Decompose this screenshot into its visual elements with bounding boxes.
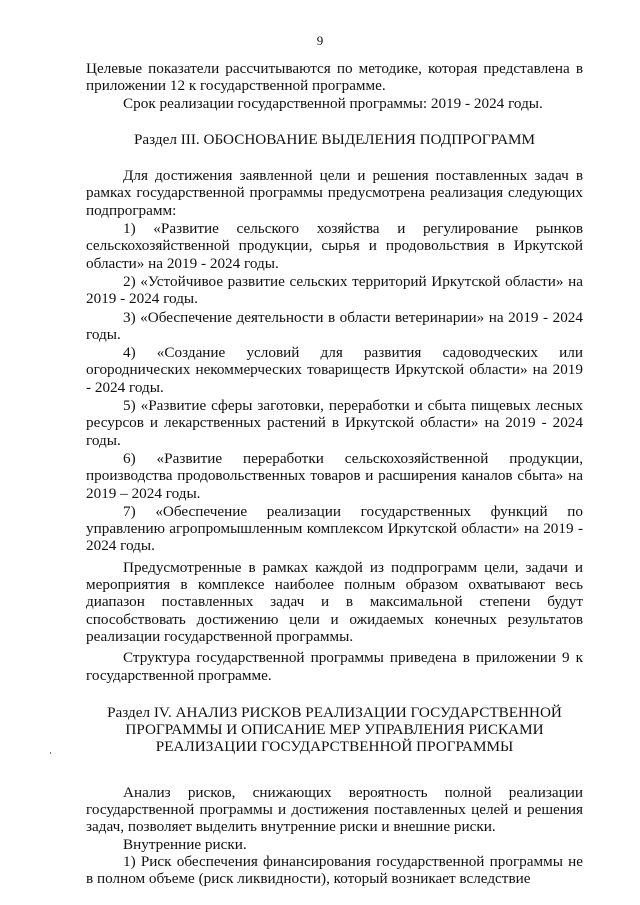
page-number: 9 — [316, 33, 324, 48]
section-3-intro: Для достижения заявленной цели и решения поставленных задач в рамках государственной программы предусмотрена реализация следующих подпрограмм: — [86, 167, 583, 219]
paragraph-program-structure: Структура государственной программы приведена в приложении 9 к государственной программе. — [86, 649, 583, 684]
subprogram-item-1: 1) «Развитие сельского хозяйства и регулирование рынков сельскохозяйственной продукции, сырья и продовольствия в Иркутской области» на 2019 - 2024 годы. — [86, 220, 583, 272]
risk-item-1: 1) Риск обеспечения финансирования государственной программы не в полном объеме (риск ликвидности), который возникает вследствие — [86, 852, 583, 888]
paragraph-program-term: Срок реализации государственной программы: 2019 - 2024 годы. — [123, 94, 543, 112]
scan-mark — [50, 752, 51, 754]
subprogram-item-5: 5) «Развитие сферы заготовки, переработки и сбыта пищевых лесных ресурсов и лекарственных растений в Иркутской области» на 2019 - 2024 годы. — [86, 397, 583, 449]
subprogram-item-4: 4) «Создание условий для развития садоводческих или огороднических некоммерческих товариществ Иркутской области» на 2019 - 2024 годы. — [86, 344, 583, 396]
subprogram-item-2: 2) «Устойчивое развитие сельских территорий Иркутской области» на 2019 - 2024 годы. — [86, 272, 583, 308]
section-4-heading-line-1: Раздел IV. АНАЛИЗ РИСКОВ РЕАЛИЗАЦИИ ГОСУДАРСТВЕННОЙ — [107, 703, 562, 721]
subprogram-item-3: 3) «Обеспечение деятельности в области ветеринарии» на 2019 - 2024 годы. — [86, 308, 583, 343]
internal-risks-label: Внутренние риски. — [123, 835, 247, 853]
section-4-intro: Анализ рисков, снижающих вероятность полной реализации государственной программы и достижения поставленных целей и решения задач, позволяет выделить внутренние риски и внешние риски. — [86, 783, 583, 836]
page-content — [86, 60, 583, 887]
section-4-heading-line-3: РЕАЛИЗАЦИИ ГОСУДАРСТВЕННОЙ ПРОГРАММЫ — [155, 738, 514, 756]
paragraph-target-indicators: Целевые показатели рассчитываются по методике, которая представлена в приложении 12 к государственной программе. — [86, 60, 583, 95]
subprogram-item-7: 7) «Обеспечение реализации государственных функций по управлению агропромышленным комплексом Иркутской области» на 2019 - 2024 годы. — [86, 502, 583, 555]
paragraph-subprogram-goals: Предусмотренные в рамках каждой из подпрограмм цели, задачи и мероприятия в комплексе наиболее полным образом охватывают весь диапазон поставленных задач и в максимальной степени будут способствовать достижению цели и ожидаемых конечных результатов реализации государственной программы. — [86, 558, 583, 645]
subprogram-item-6: 6) «Развитие переработки сельскохозяйственной продукции, производства продовольственных товаров и расширения каналов сбыта» на 2019 – 2024 годы. — [86, 449, 583, 502]
section-4-heading-line-2: ПРОГРАММЫ И ОПИСАНИЕ МЕР УПРАВЛЕНИЯ РИСКАМИ — [125, 721, 544, 739]
section-4-heading — [86, 704, 583, 756]
section-3-heading: Раздел III. ОБОСНОВАНИЕ ВЫДЕЛЕНИЯ ПОДПРОГРАММ — [133, 130, 536, 148]
